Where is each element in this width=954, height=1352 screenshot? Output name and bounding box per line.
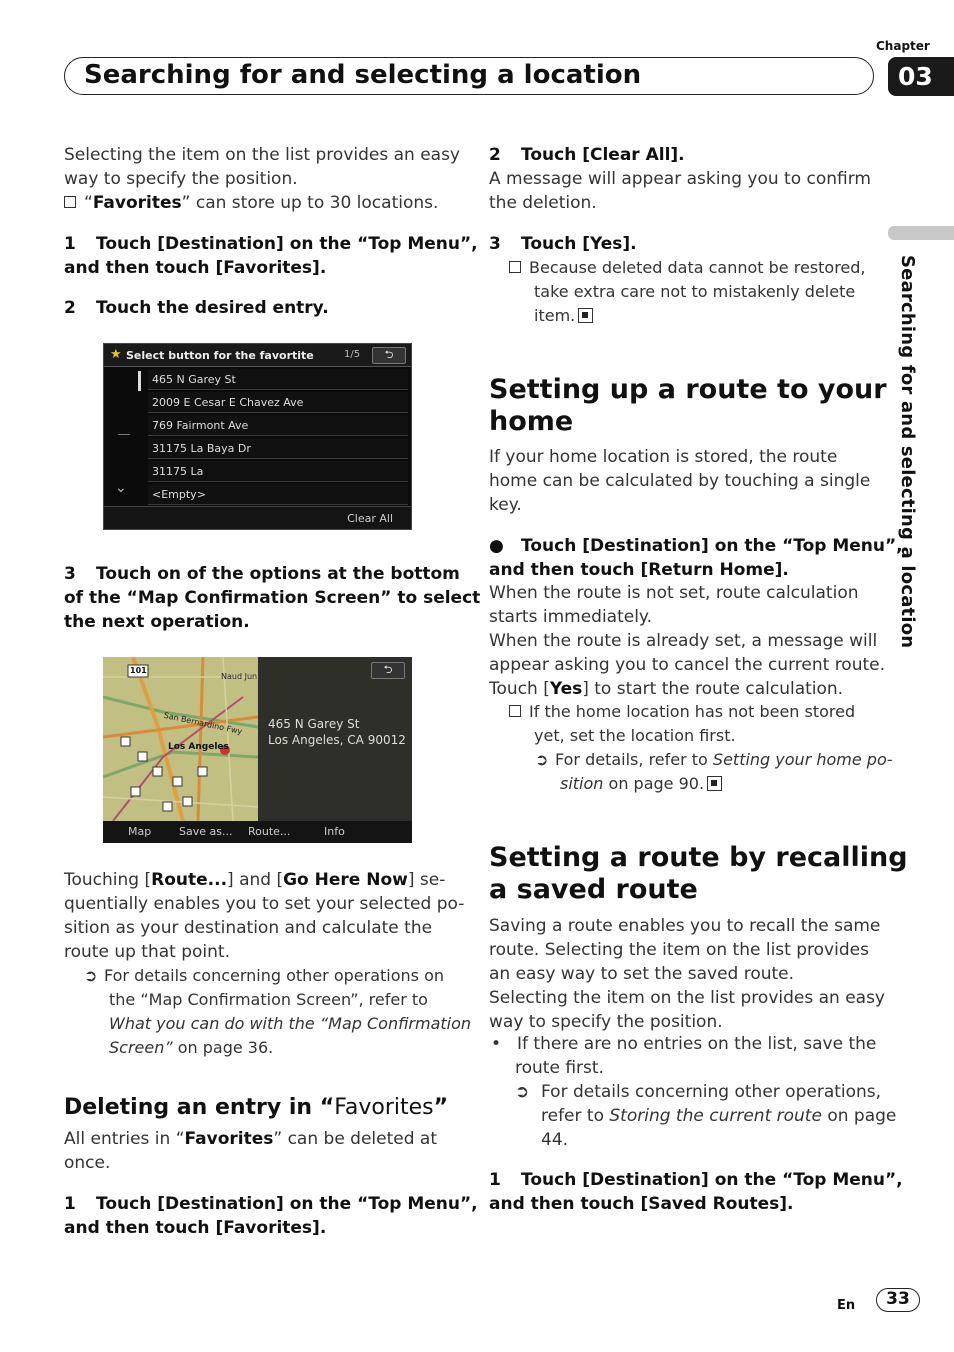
arrow-icon: ➲ [84, 966, 98, 985]
end-mark-icon [578, 308, 593, 323]
arrow-icon: ➲ [515, 1082, 530, 1102]
bullet-icon: • [491, 1034, 502, 1054]
route-button[interactable]: Route... [248, 825, 291, 838]
delete-intro: All entries in “Favorites” can be deleted at once. [64, 1129, 438, 1173]
saved-step-1: 1 Touch [Destination] on the “Top Menu”, and then touch [Saved Routes]. [489, 1170, 903, 1214]
map-city-label: Los Angeles [168, 742, 229, 752]
address-line-1: 465 N Garey St [268, 717, 360, 731]
map-area-label: Naud Jun [221, 672, 258, 681]
intro-text: Selecting the item on the list provides an easy way to specify the position. “Favorites” can store up to 30 locations. [64, 145, 460, 213]
language-label: En [837, 1298, 856, 1313]
delete-step-3: 3 Touch [Yes]. [489, 234, 637, 254]
step-3: 3 Touch on of the options at the bottom of the “Map Confirmation Screen” to select the next operation. [64, 564, 481, 632]
home-intro: If your home location is stored, the route home can be calculated by touching a single key. [489, 447, 871, 515]
map-street-label: San Bernardino Fwy [162, 710, 244, 737]
list-item[interactable]: 769 Fairmont Ave [148, 415, 408, 436]
screen-titlebar: ★ Select button for the favortite 1/5 ⮌ [104, 344, 411, 367]
scroll-indicator [138, 371, 141, 391]
home-step: ● Touch [Destination] on the “Top Menu”, and then touch [Return Home]. [489, 536, 903, 580]
reference-note: ➲ For details concerning other operations on the “Map Confirmation Screen”, refer to What you can do with the “Map Confirmation Screen” on page 36. [84, 966, 472, 1057]
favorites-list-screenshot [103, 343, 412, 530]
list-item[interactable]: 2009 E Cesar E Chavez Ave [148, 392, 408, 413]
checkbox-icon [64, 196, 76, 208]
delete-step-2-desc: A message will appear asking you to confirm the deletion. [489, 169, 871, 213]
map-confirmation-screenshot [103, 657, 412, 843]
saved-route-intro: Saving a route enables you to recall the same route. Selecting the item on the list provides an easy way to set the saved route. Selecting the item on the list provides an easy way to specify the position. [489, 916, 885, 1032]
back-button[interactable]: ⮌ [372, 347, 406, 364]
delete-step-1: 1 Touch [Destination] on the “Top Menu”, and then touch [Favorites]. [64, 1194, 478, 1238]
arrow-icon: ➲ [535, 750, 549, 769]
list-item[interactable]: <Empty> [148, 484, 408, 505]
route-shield: 101 [130, 666, 147, 675]
save-as-button[interactable]: Save as... [179, 825, 233, 838]
section-heading-delete: Deleting an entry in “Favorites” [64, 1095, 449, 1120]
info-button[interactable]: Info [324, 825, 345, 838]
list-item[interactable]: 31175 La Baya Dr [148, 438, 408, 459]
section-heading-home: Setting up a route to your home [489, 374, 887, 437]
page-number: 33 [876, 1288, 920, 1312]
screen-bottombar [104, 506, 411, 529]
screen-bottombar [103, 821, 412, 843]
chapter-number: 03 [888, 57, 954, 96]
side-tab [888, 226, 954, 240]
delete-step-2: 2 Touch [Clear All]. [489, 145, 685, 165]
clear-all-button[interactable]: Clear All [347, 512, 393, 525]
end-mark-icon [707, 776, 722, 791]
section-heading-saved-route: Setting a route by recalling a saved route [489, 842, 908, 905]
home-description: When the route is not set, route calculation starts immediately. When the route is already set, a message will appear asking you to cancel the current route. Touch [Yes] to start the route calculation. [489, 583, 886, 699]
list-item[interactable]: 31175 La [148, 461, 408, 482]
scroll-tick [118, 434, 130, 435]
step-1: 1 Touch [Destination] on the “Top Menu”, and then touch [Favorites]. [64, 234, 478, 278]
location-info-panel [258, 657, 412, 821]
bullet-dot-icon: ● [489, 536, 504, 556]
star-icon: ★ [110, 347, 122, 362]
touching-paragraph: Touching [Route...] and [Go Here Now] se- quentially enables you to set your selected po- sition as your destination and calculate the route up that point. [64, 870, 465, 962]
scroll-down-icon[interactable]: ⌄ [115, 480, 127, 496]
home-note: If the home location has not been stored yet, set the location first. [509, 700, 855, 748]
page-title: Searching for and selecting a location [84, 60, 642, 90]
checkbox-icon [509, 261, 521, 273]
map-button[interactable]: Map [128, 825, 152, 838]
map-view[interactable] [103, 657, 258, 821]
map-roads [103, 657, 258, 821]
address-line-2: Los Angeles, CA 90012 [268, 733, 406, 747]
chapter-label: Chapter [876, 39, 930, 53]
step-2: 2 Touch the desired entry. [64, 298, 329, 318]
delete-caution-note: Because deleted data cannot be restored, take extra care not to mistakenly delete item. [509, 256, 866, 328]
side-chapter-title: Searching for and selecting a location [897, 255, 918, 649]
favorites-note: “Favorites” can store up to 30 locations. [64, 191, 460, 215]
home-reference: ➲ For details, refer to Setting your home po- sition on page 90. [535, 750, 893, 793]
saved-route-bullet: • If there are no entries on the list, save the route first. [491, 1034, 877, 1078]
list-item[interactable]: 465 N Garey St [148, 369, 408, 390]
checkbox-icon [509, 705, 521, 717]
back-button[interactable]: ⮌ [371, 662, 405, 679]
saved-route-reference: ➲ For details concerning other operations, refer to Storing the current route on page 44. [515, 1082, 897, 1150]
